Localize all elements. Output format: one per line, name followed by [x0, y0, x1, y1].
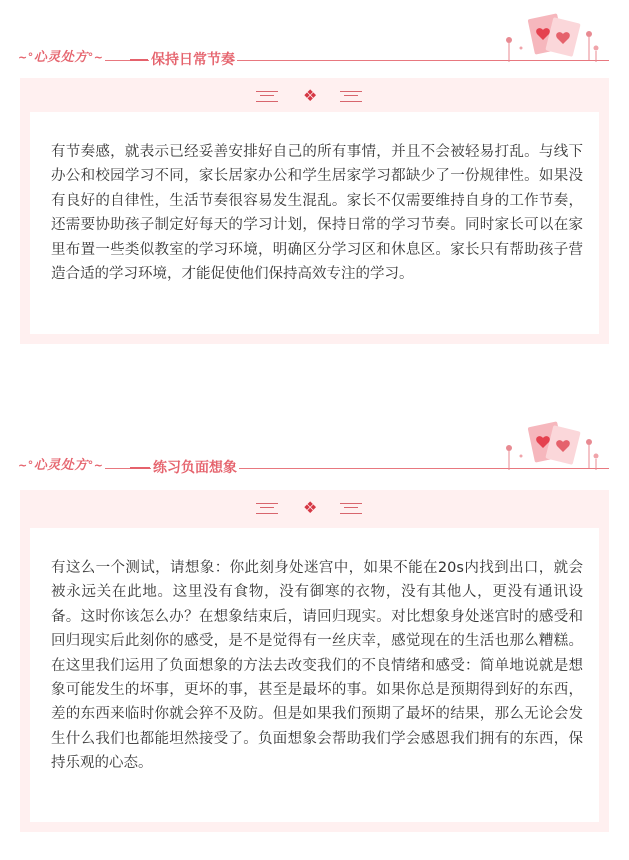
brand-title: ~°心灵处方°~ [18, 454, 105, 473]
text-card [30, 112, 599, 334]
content-panel [20, 78, 609, 344]
text-card [30, 528, 599, 822]
section-heading: 保持日常节奏 [149, 49, 237, 69]
header-dash [130, 467, 150, 469]
body-text: 有这么一个测试，请想象：你此刻身处迷宫中，如果不能在20s内找到出口，就会被永远关在此地。这里没有食物，没有御寒的衣物，没有其他人，更没有通讯设备。这时你该怎么办？在想象结束后，请回归现实。对比想象身处迷宫时的感受和回归现实后此刻你的感受，是不是觉得有一丝庆幸，感觉现在的生活也那么糟糕。在这里我们运用了负面想象的方法去改变我们的不良情绪和感受：简单地说就是想象可能发生的坏事，更坏的事，甚至是最坏的事。如果你总是预期得到好的东西，差的东西来临时你就会猝不及防。但是如果我们预期了最坏的结果，那么无论会发生什么我们也都能坦然接受了。负面想象会帮助我们学会感恩我们拥有的东西，保持乐观的心态。 [51, 560, 583, 772]
brand-label: 心灵处方 [33, 50, 88, 65]
diamond-ornament-icon: ❖ [303, 86, 318, 105]
header-dash [130, 59, 148, 61]
ornament-divider [20, 88, 609, 106]
section-heading: 练习负面想象 [151, 457, 239, 477]
brand-label: 心灵处方 [33, 458, 88, 473]
brand-title: ~°心灵处方°~ [18, 46, 105, 65]
content-panel [20, 490, 609, 832]
diamond-ornament-icon: ❖ [303, 498, 318, 517]
ornament-divider [20, 500, 609, 518]
hearts-cards-icon [501, 10, 611, 66]
hearts-cards-icon [501, 418, 611, 474]
body-text: 有节奏感，就表示已经妥善安排好自己的所有事情，并且不会被轻易打乱。与线下办公和校园学习不同，家长居家办公和学生居家学习都缺少了一份规律性。如果没有良好的自律性，生活节奏很容易发生混乱。家长不仅需要维持自身的工作节奏，还需要协助孩子制定好每天的学习计划，保持日常的学习节奏。同时家长可以在家里布置一些类似教室的学习环境，明确区分学习区和休息区。家长只有帮助孩子营造合适的学习环境，才能促使他们保持高效专注的学习。 [51, 144, 583, 283]
